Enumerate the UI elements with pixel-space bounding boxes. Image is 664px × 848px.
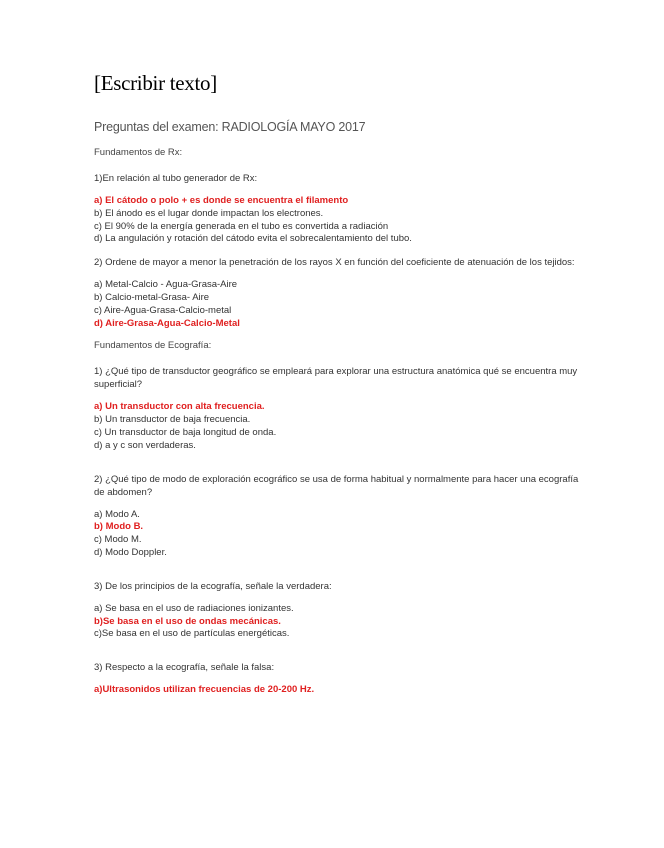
option: b) Un transductor de baja frecuencia. xyxy=(94,414,251,426)
question-text: 2) ¿Qué tipo de modo de exploración ecográfico se usa de forma habitual y normalmente para hacer una ecografía de abdomen? xyxy=(94,473,579,498)
section-heading-rx: Fundamentos de Rx: xyxy=(94,147,183,158)
option: d) La angulación y rotación del cátodo evita el sobrecalentamiento del tubo. xyxy=(94,233,412,245)
page-header: [Escribir texto] xyxy=(94,71,217,95)
question-text: 3) Respecto a la ecografía, señale la falsa: xyxy=(94,662,275,674)
option: a) Modo A. xyxy=(94,508,140,520)
option: b) El ánodo es el lugar donde impactan los electrones. xyxy=(94,207,324,219)
option: c) Un transductor de baja longitud de onda. xyxy=(94,426,277,438)
option: c) Modo M. xyxy=(94,534,142,546)
option: c) Aire-Agua-Grasa-Calcio-metal xyxy=(94,304,232,316)
question-text: 1) ¿Qué tipo de transductor geográfico se empleará para explorar una estructura anatómica qué se encuentra muy superficial? xyxy=(94,366,578,391)
section-heading-ecografia: Fundamentos de Ecografía: xyxy=(94,340,212,352)
option: c)Se basa en el uso de partículas energéticas. xyxy=(94,628,290,640)
option: a) Se basa en el uso de radiaciones ionizantes. xyxy=(94,602,294,614)
option-correct: a) El cátodo o polo + es donde se encuentra el filamento xyxy=(94,195,349,206)
question-text: 1)En relación al tubo generador de Rx: xyxy=(94,173,258,184)
option-list xyxy=(94,684,584,697)
option-correct: b) Modo B. xyxy=(94,521,144,533)
exam-title: Preguntas del examen: RADIOLOGÍA MAYO 2017 xyxy=(94,120,366,134)
option-list xyxy=(94,401,584,452)
option-correct: d) Aire-Grasa-Agua-Calcio-Metal xyxy=(94,317,240,329)
option: c) El 90% de la energía generada en el tubo es convertida a radiación xyxy=(94,220,389,232)
option: d) Modo Doppler. xyxy=(94,546,167,558)
option-list xyxy=(94,509,584,560)
option-list xyxy=(94,603,584,641)
question-text: 2) Ordene de mayor a menor la penetración de los rayos X en función del coeficiente de atenuación de los tejidos: xyxy=(94,257,575,269)
option-correct: b)Se basa en el uso de ondas mecánicas. xyxy=(94,615,281,627)
question-text: 3) De los principios de la ecografía, señale la verdadera: xyxy=(94,580,332,592)
document-body xyxy=(94,120,584,707)
option: b) Calcio-metal-Grasa- Aire xyxy=(94,291,210,303)
option-correct: a)Ultrasonidos utilizan frecuencias de 20-200 Hz. xyxy=(94,684,315,696)
option-list xyxy=(94,279,584,330)
option: a) Metal-Calcio - Agua-Grasa-Aire xyxy=(94,279,238,291)
option-list xyxy=(94,195,584,246)
option-correct: a) Un transductor con alta frecuencia. xyxy=(94,401,265,413)
option: d) a y c son verdaderas. xyxy=(94,439,196,451)
